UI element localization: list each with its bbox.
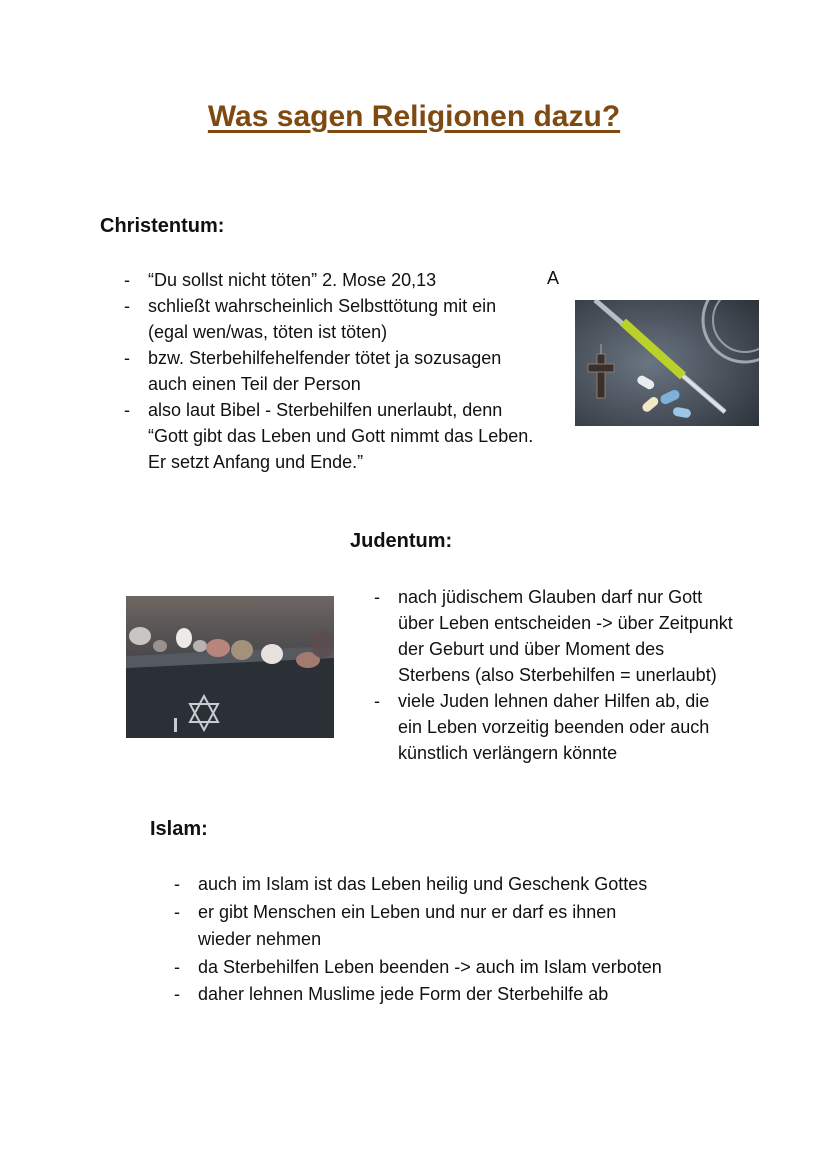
list-item: - “Du sollst nicht töten” 2. Mose 20,13 xyxy=(124,267,534,293)
list-item: - bzw. Sterbehilfehelfender tötet ja sozusagen auch einen Teil der Person xyxy=(124,345,534,397)
judentum-heading: Judentum: xyxy=(350,530,453,552)
syringe-cross-photo xyxy=(575,300,759,426)
list-item: - schließt wahrscheinlich Selbsttötung mit ein (egal wen/was, töten ist töten) xyxy=(124,293,534,345)
list-item: - da Sterbehilfen Leben beenden -> auch im Islam verboten xyxy=(174,954,678,982)
christentum-heading: Christentum: xyxy=(100,215,225,237)
judentum-list xyxy=(374,584,734,766)
list-item: - viele Juden lehnen daher Hilfen ab, die ein Leben vorzeitig beenden oder auch künstlich verlängern könnte xyxy=(374,688,734,766)
christentum-list xyxy=(124,267,534,475)
page-title: Was sagen Religionen dazu? xyxy=(207,100,621,133)
image-label: A xyxy=(547,268,560,288)
list-item: - also laut Bibel - Sterbehilfen unerlaubt, denn “Gott gibt das Leben und Gott nimmt das Leben. Er setzt Anfang und Ende.” xyxy=(124,397,534,475)
list-item: - nach jüdischem Glauben darf nur Gott über Leben entscheiden -> über Zeitpunkt der Geburt und über Moment des Sterbens (also Sterbehilfen = unerlaubt) xyxy=(374,584,734,688)
list-item: - er gibt Menschen ein Leben und nur er darf es ihnen wieder nehmen xyxy=(174,899,633,954)
islam-heading: Islam: xyxy=(150,818,208,840)
list-item: - daher lehnen Muslime jede Form der Sterbehilfe ab xyxy=(174,981,754,1009)
islam-list xyxy=(174,871,754,1009)
list-item: - auch im Islam ist das Leben heilig und Geschenk Gottes xyxy=(174,871,754,899)
stones-star-photo xyxy=(126,596,334,738)
